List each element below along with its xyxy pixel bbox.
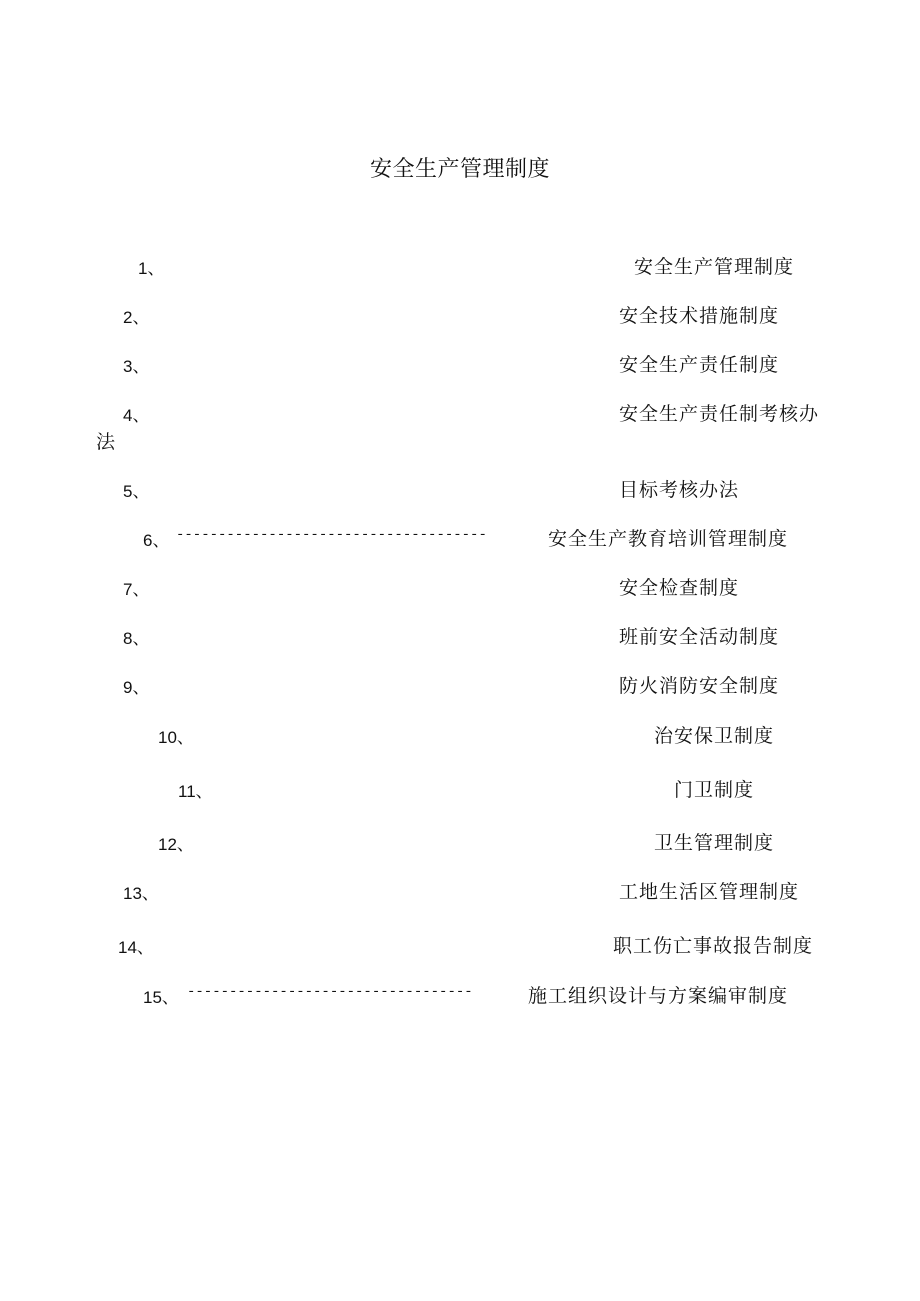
- item-9-text: 防火消防安全制度: [619, 675, 780, 697]
- item-9-number: 9、: [123, 678, 150, 697]
- item-8-number: 8、: [123, 629, 150, 648]
- item-1-number: 1、: [138, 259, 165, 278]
- item-12-number: 12、: [158, 835, 194, 854]
- item-7-number: 7、: [123, 580, 150, 599]
- item-14-text: 职工伤亡事故报告制度: [613, 935, 814, 957]
- item-11-number: 11、: [178, 782, 213, 801]
- item-4-continuation: 法: [96, 431, 116, 453]
- item-10-text: 治安保卫制度: [654, 725, 775, 747]
- item-2-text: 安全技术措施制度: [619, 305, 780, 327]
- item-15-text: 施工组织设计与方案编审制度: [528, 985, 789, 1007]
- item-2-number: 2、: [123, 308, 150, 327]
- item-4-text: 安全生产责任制考核办: [619, 403, 820, 425]
- item-6-text: 安全生产教育培训管理制度: [548, 528, 789, 550]
- item-15-leader: ----------------------------------: [187, 984, 473, 1000]
- item-10-number: 10、: [158, 728, 194, 747]
- item-13-text: 工地生活区管理制度: [619, 881, 800, 903]
- item-4-number: 4、: [123, 406, 150, 425]
- item-6-number: 6、: [143, 531, 170, 550]
- item-5-text: 目标考核办法: [619, 479, 740, 501]
- item-3-text: 安全生产责任制度: [619, 354, 780, 376]
- item-8-text: 班前安全活动制度: [619, 626, 780, 648]
- item-11-text: 门卫制度: [674, 779, 755, 801]
- item-13-number: 13、: [123, 884, 159, 903]
- item-1-text: 安全生产管理制度: [634, 256, 795, 278]
- item-6-leader: -------------------------------------: [176, 527, 487, 543]
- item-5-number: 5、: [123, 482, 150, 501]
- item-15-number: 15、: [143, 988, 179, 1007]
- item-3-number: 3、: [123, 357, 150, 376]
- document-title: 安全生产管理制度: [369, 157, 550, 182]
- item-7-text: 安全检查制度: [619, 577, 740, 599]
- item-14-number: 14、: [118, 938, 154, 957]
- item-12-text: 卫生管理制度: [654, 832, 775, 854]
